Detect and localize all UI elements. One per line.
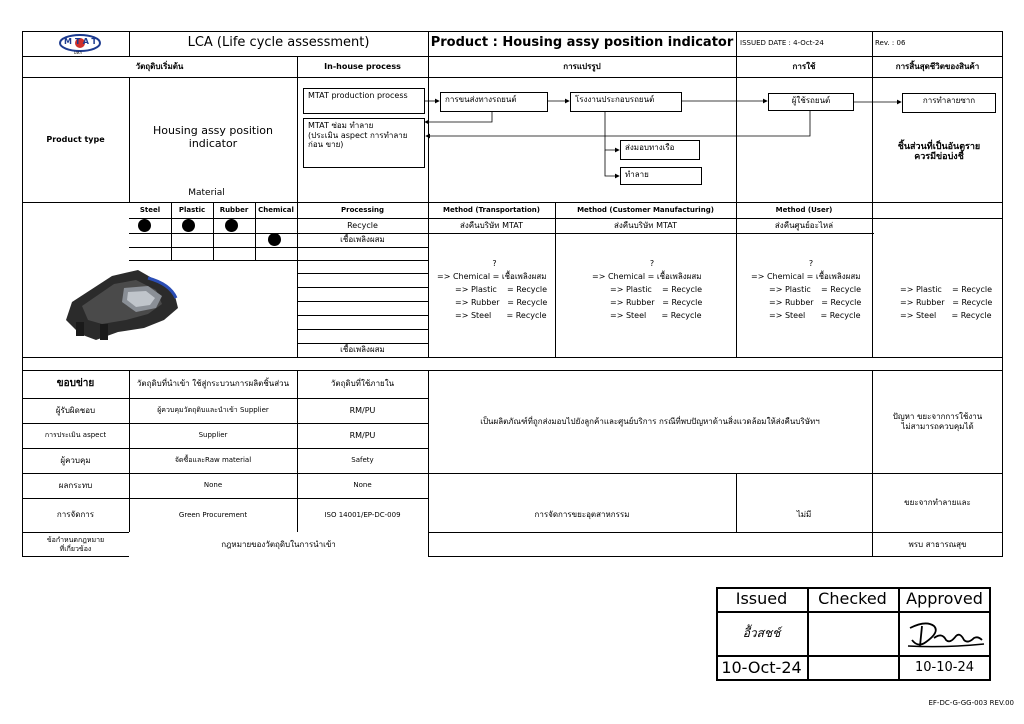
product-title: Product : Housing assy position indicator: [430, 35, 734, 51]
material-dot-rubber: [225, 219, 238, 232]
product-name: Housing assy position indicator: [153, 124, 273, 150]
control-label: ผู้ควบคุม: [60, 455, 91, 465]
transport-steel: => Steel = Recycle: [455, 311, 547, 320]
revision: Rev. : 06: [875, 39, 906, 48]
transport-question: ?: [492, 259, 497, 268]
assembly-plant-box: โรงงานประกอบรถยนต์: [570, 92, 682, 112]
processing-recycle: Recycle: [347, 220, 378, 230]
control-value: จัดซื้อและRaw material: [174, 456, 252, 465]
user-plastic: => Plastic = Recycle: [769, 285, 862, 294]
stage-in-house: In-house process: [324, 61, 401, 71]
method-header-user: Method (User): [775, 205, 833, 214]
industrial-waste: การจัดการขยะอุตสาหกรรม: [534, 510, 630, 520]
eol-steel: => Steel = Recycle: [900, 311, 992, 320]
management-value: Green Procurement: [178, 510, 248, 519]
responsible-inhouse: RM/PU: [349, 405, 376, 415]
user-question: ?: [808, 259, 814, 268]
eol-problem: ปัญหา ขยะจากการใช้งาน ไม่สามารถควบคุมได้: [892, 412, 983, 431]
customer-return: ส่งคืนบริษัท MTAT: [614, 220, 677, 230]
checked-header: Checked: [818, 589, 887, 609]
aspect-label: การประเมิน aspect: [44, 431, 107, 440]
issued-date-value: 10-Oct-24: [721, 658, 802, 678]
eol-method-list: [900, 283, 1000, 322]
method-header-processing: Processing: [340, 205, 384, 214]
customer-question: ?: [649, 259, 655, 268]
process-note: เป็นผลิตภัณฑ์ที่ถูกส่งมอบไปยังลูกค้าและศูนย์บริการ กรณีที่พบปัญหาด้านสิ่งแวดล้อมให้ส่งคืนบริษัทฯ: [480, 416, 820, 426]
impact-inhouse: None: [353, 481, 372, 490]
ship-box: ส่งมอบทางเรือ: [620, 140, 700, 160]
management-inhouse: ISO 14001/EP-DC-009: [324, 510, 401, 519]
processing-fuel-top: เชื้อเพลิงผสม: [340, 235, 385, 245]
method-header-customer: Method (Customer Manufacturing): [577, 205, 714, 214]
lca-title: LCA (Life cycle assessment): [187, 35, 370, 51]
car-user-box: ผู้ใช้รถยนต์: [768, 93, 854, 111]
material-dot-chemical: [268, 233, 281, 246]
transport-method-list: [437, 257, 552, 322]
user-steel: => Steel = Recycle: [769, 311, 861, 320]
management-label: การจัดการ: [56, 510, 95, 520]
transport-plastic: => Plastic = Recycle: [455, 285, 548, 294]
document-code: EF-DC-G-GG-003 REV.00: [928, 699, 1014, 707]
mtat-production-box: MTAT production process: [303, 88, 425, 114]
law-value: กฎหมายของวัตถุดิบในการนำเข้า: [129, 532, 428, 557]
material-label: Material: [188, 187, 225, 198]
user-return: ส่งคืนศูนย์อะไหล่: [774, 220, 834, 230]
method-header-transport: Method (Transportation): [443, 205, 540, 214]
scope-value: วัตถุดิบที่นำเข้า ใช้สู่กระบวนการผลิตชิ้นส่วน: [136, 379, 290, 389]
material-header-plastic: Plastic: [178, 205, 206, 214]
law-label: ข้อกำหนดกฎหมาย ที่เกี่ยวข้อง: [46, 536, 105, 553]
logo-subtext: มทภ: [74, 50, 82, 55]
stage-end-of-life: การสิ้นสุดชีวิตของสินค้า: [895, 61, 980, 71]
material-header-rubber: Rubber: [219, 205, 249, 214]
use-none: ไม่มี: [796, 510, 812, 520]
responsible-label: ผู้รับผิดชอบ: [55, 405, 96, 415]
material-header-chemical: Chemical: [258, 205, 294, 214]
material-header-steel: Steel: [139, 205, 161, 214]
customer-method-list: [592, 257, 712, 322]
issued-date: ISSUED DATE : 4-Oct-24: [740, 39, 824, 48]
scrap-box: การทำลายซาก: [902, 93, 996, 113]
approved-signature: [904, 618, 986, 652]
aspect-value: Supplier: [198, 431, 228, 440]
stage-processing: การแปรรูป: [563, 61, 601, 71]
impact-label: ผลกระทบ: [58, 480, 93, 490]
user-method-list: [751, 257, 871, 322]
eol-rubber: => Rubber = Recycle: [900, 298, 993, 307]
issued-header: Issued: [735, 589, 788, 609]
impact-value: None: [203, 481, 223, 490]
transport-return: ส่งคืนบริษัท MTAT: [460, 220, 523, 230]
logo-text: MTAT: [64, 37, 100, 46]
customer-plastic: => Plastic = Recycle: [610, 285, 703, 294]
transport-chemical: => Chemical = เชื้อเพลิงผสม: [437, 272, 547, 281]
processing-fuel-bottom: เชื้อเพลิงผสม: [340, 345, 385, 355]
destroy-box: ทำลาย: [620, 167, 702, 185]
user-chemical: => Chemical = เชื้อเพลิงผสม: [751, 272, 861, 281]
user-rubber: => Rubber = Recycle: [769, 298, 862, 307]
hazard-note: ชิ้นส่วนที่เป็นอันตราย ควรมีข่อบ่งชี้: [897, 141, 981, 162]
public-health: พรบ สาธารณสุข: [908, 539, 967, 549]
scope-label: ขอบข่าย: [56, 378, 95, 390]
product-image: [52, 262, 192, 344]
material-dot-steel: [138, 219, 151, 232]
control-inhouse: Safety: [351, 456, 374, 465]
approved-date-value: 10-10-24: [914, 660, 974, 676]
transport-rubber: => Rubber = Recycle: [455, 298, 548, 307]
transport-box: การขนส่งทางรถยนต์: [440, 92, 548, 112]
customer-rubber: => Rubber = Recycle: [610, 298, 703, 307]
material-dot-plastic: [182, 219, 195, 232]
customer-chemical: => Chemical = เชื้อเพลิงผสม: [592, 272, 702, 281]
stage-raw-material: วัตถุดิบเริ่มต้น: [135, 61, 184, 71]
scope-inhouse: วัตถุดิบที่ใช้ภายใน: [330, 379, 395, 389]
mtat-repair-text: MTAT ซ่อม ทำลาย (ประเมิน aspect การทำลาย ก่อน ขาย): [308, 121, 408, 150]
aspect-inhouse: RM/PU: [349, 430, 376, 440]
eol-plastic: => Plastic = Recycle: [900, 285, 993, 294]
stage-use: การใช้: [792, 61, 816, 71]
approved-header: Approved: [906, 589, 983, 609]
customer-steel: => Steel = Recycle: [610, 311, 702, 320]
responsible-value: ผู้ควบคุมวัตถุดิบและนำเข้า Supplier: [157, 406, 269, 415]
issued-signature: อีัวสชช์: [742, 625, 781, 640]
product-type-label: Product type: [46, 134, 105, 144]
eol-waste: ขยะจากทำลายและ: [904, 497, 971, 507]
